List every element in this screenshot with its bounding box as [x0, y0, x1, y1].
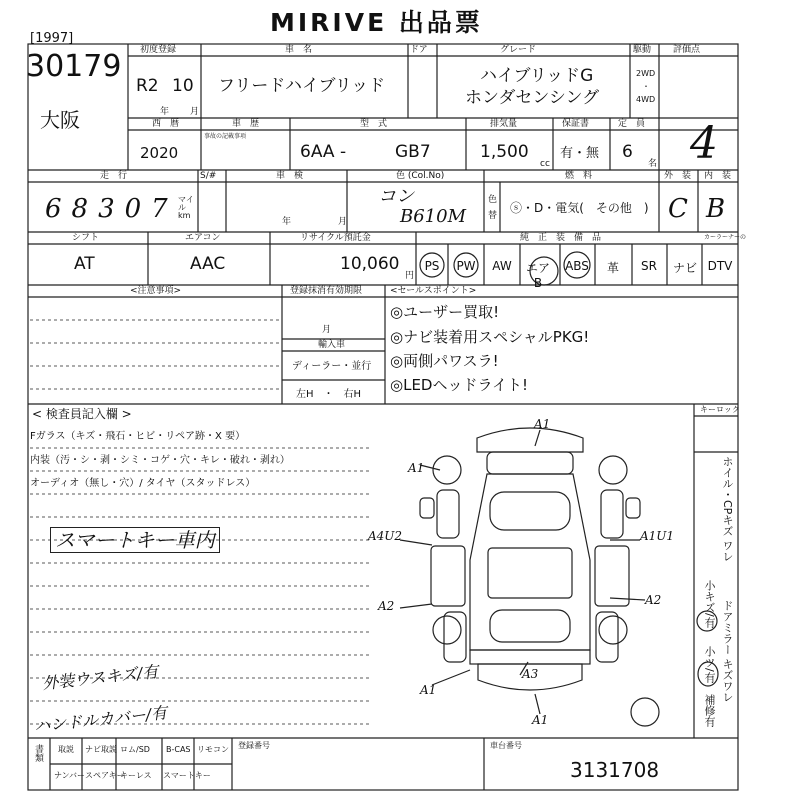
model-prefix: 6AA - [300, 142, 347, 162]
mileage-label: 走 行 [100, 171, 128, 181]
era: R2 [136, 76, 159, 96]
doc-manual: 取説 [58, 745, 74, 754]
score-label: 評価点 [673, 45, 701, 55]
aircon-label: エアコン [185, 233, 221, 243]
aircon: AAC [190, 254, 226, 274]
persons-unit: 名 [648, 159, 658, 169]
mark-left-door: A4U2 [368, 529, 403, 543]
smart-key-note: スマートキー車内 [50, 527, 220, 553]
fuel-value: ⓢ・D・電気( その他 ) [510, 201, 649, 215]
brand-title: MIRIVE 出品票 [270, 8, 483, 37]
color-gae: 替 [488, 211, 498, 221]
cert-number-label: 車台番号 [490, 741, 522, 750]
sales-point-3: ◎両側パワスラ! [390, 352, 499, 370]
year-num: 10 [172, 76, 194, 96]
shadai-sub-label: 事故の記載事項 [204, 133, 247, 140]
note-handle: ハンドルカバー/有 [33, 703, 168, 736]
yen-unit: 円 [405, 271, 415, 281]
color-num: B610M [400, 206, 467, 227]
shadai-label: 車 歴 [232, 119, 260, 129]
sales-point-4: ◎LEDヘッドライト! [390, 376, 529, 394]
year-tag: [1997] [30, 31, 74, 46]
drive-label: 駆動 [633, 45, 652, 55]
car-diagram [400, 428, 662, 726]
doc-bcas: B-CAS [166, 745, 191, 754]
displacement-label: 排気量 [490, 119, 518, 129]
handle: 左H ・ 右H [296, 389, 362, 400]
shift: AT [74, 254, 95, 274]
interior-label: 内 装 [704, 171, 732, 181]
equip-abs: ABS [565, 259, 589, 273]
exterior-label: 外 装 [664, 171, 692, 181]
documents-label: 書類 [33, 744, 43, 762]
glass-line: Fガラス（キズ・飛石・ヒビ・リペア跡・X 要） [30, 431, 246, 442]
gengo-year-unit: 年 [160, 107, 170, 117]
equip-leather: 革 [606, 261, 619, 275]
car-name: フリードハイブリッド [218, 76, 386, 96]
warranty-label: 保証書 [562, 119, 590, 129]
doc-smart-key: スマートキー [163, 771, 211, 780]
warranty-value: 有・無 [560, 146, 600, 161]
equip-sr: SR [641, 259, 657, 273]
equipment-label: 純 正 装 備 品 [520, 233, 602, 243]
note-exterior: 外装ウスキズ/有 [41, 661, 160, 694]
doc-number: ナンバー [54, 771, 86, 780]
sales-point-2: ◎ナビ装着用スペシャルPKG! [390, 328, 590, 346]
reg-expiry-label: 登録抹消有効期限 [290, 286, 363, 296]
model-code: GB7 [395, 142, 431, 162]
color-gara: 色 [488, 195, 498, 205]
interior-line: 内装（汚・シ・剥・シミ・コゲ・穴・キレ・破れ・剥れ） [30, 455, 290, 466]
sn-label: S/# [200, 171, 217, 181]
sales-points-label: <セールスポイント> [390, 286, 477, 296]
mark-left-rear: A2 [378, 599, 395, 613]
key-lock-label: キーロック [700, 405, 740, 414]
mark-front: A1 [534, 417, 551, 431]
capacity: 6 [622, 142, 633, 162]
sales-point-1: ◎ユーザー買取! [390, 303, 500, 321]
bottom-number: 3131708 [570, 758, 660, 782]
shift-label: シフト [72, 233, 100, 243]
doc-navi-manual: ナビ取説 [85, 745, 117, 754]
recycle-label: リサイクル預託金 [300, 233, 371, 243]
doc-rom: ロム/SD [120, 745, 150, 754]
side-note-wheel-b: 小キズ/有 [703, 580, 716, 628]
equip-aw: AW [492, 259, 512, 273]
doc-keyless: キーレス [120, 771, 152, 780]
model-label: 型 式 [360, 119, 388, 129]
drive-opt-dot: ・ [642, 82, 650, 91]
mark-rear-bumper: A1 [532, 713, 549, 727]
door-label: ドア [410, 45, 428, 55]
import-label: 輸入車 [318, 340, 346, 350]
equip-navi: ナビ [672, 261, 697, 275]
inspection-label: 車 検 [276, 171, 304, 181]
dealer: ディーラー・並行 [292, 361, 372, 372]
drive-opt-4wd: 4WD [636, 95, 656, 104]
side-note-wheel: ホイル・CPキズ ワレ [721, 456, 734, 562]
grade-label: グレード [500, 45, 537, 55]
mark-rear-left: A1 [420, 683, 437, 697]
mark-front-left: A1 [408, 461, 425, 475]
grade-line2: ホンダセンシング [465, 88, 600, 108]
mark-right-rear: A2 [645, 593, 662, 607]
lot-number: 30179 [26, 49, 122, 84]
fuel-label: 燃 料 [565, 171, 593, 181]
mark-rear: A3 [522, 667, 539, 681]
doc-spare-key: スペアキー [85, 771, 125, 780]
month-unit: 月 [190, 107, 200, 117]
equip-dtv: DTV [707, 259, 733, 273]
capacity-label: 定 員 [618, 119, 646, 129]
interior-grade: B [706, 194, 726, 224]
reg-month: 月 [322, 325, 332, 335]
inspector-notes-label: < 検査員記入欄 > [32, 407, 132, 421]
cc-unit: cc [540, 159, 550, 169]
year: 2020 [140, 144, 179, 162]
inspection-month: 月 [338, 217, 348, 227]
color-code: コン [378, 186, 414, 207]
grade-line1: ハイブリッドG [480, 66, 594, 86]
mileage: 68307 [45, 194, 178, 224]
audio-line: オーディオ（無し・穴）/ タイヤ（スタッドレス） [30, 478, 256, 489]
inspection-year: 年 [282, 217, 292, 227]
side-note-mirror: ドアミラー キズワレ [721, 600, 734, 703]
recycle: 10,060 [340, 254, 400, 274]
drive-opt-2wd: 2WD [636, 69, 656, 78]
notes-label: <注意事項> [130, 286, 182, 296]
km-unit: マイル km [178, 195, 194, 220]
displacement: 1,500 [480, 142, 529, 162]
score: 4 [690, 118, 718, 169]
mark-right-door: A1U1 [640, 529, 675, 543]
doc-remote: リモコン [197, 745, 229, 754]
location: 大阪 [40, 108, 80, 132]
first-reg-label: 初度登録 [140, 45, 177, 55]
exterior-grade: C [668, 194, 688, 224]
reg-number-label: 登録番号 [238, 741, 270, 750]
equip-ps: PS [424, 259, 440, 273]
car-name-label: 車 名 [285, 45, 313, 55]
side-note-repair: 補修有 [703, 694, 716, 727]
seireki-label: 西 暦 [152, 119, 180, 129]
color-label: 色 (Col.No) [396, 171, 445, 181]
side-note-mirror-b: 小ツ/有 [703, 646, 716, 683]
cool-note: カーラーナーの [704, 234, 747, 241]
equip-airbag: エアB [525, 261, 550, 290]
equip-pw: PW [456, 259, 476, 273]
